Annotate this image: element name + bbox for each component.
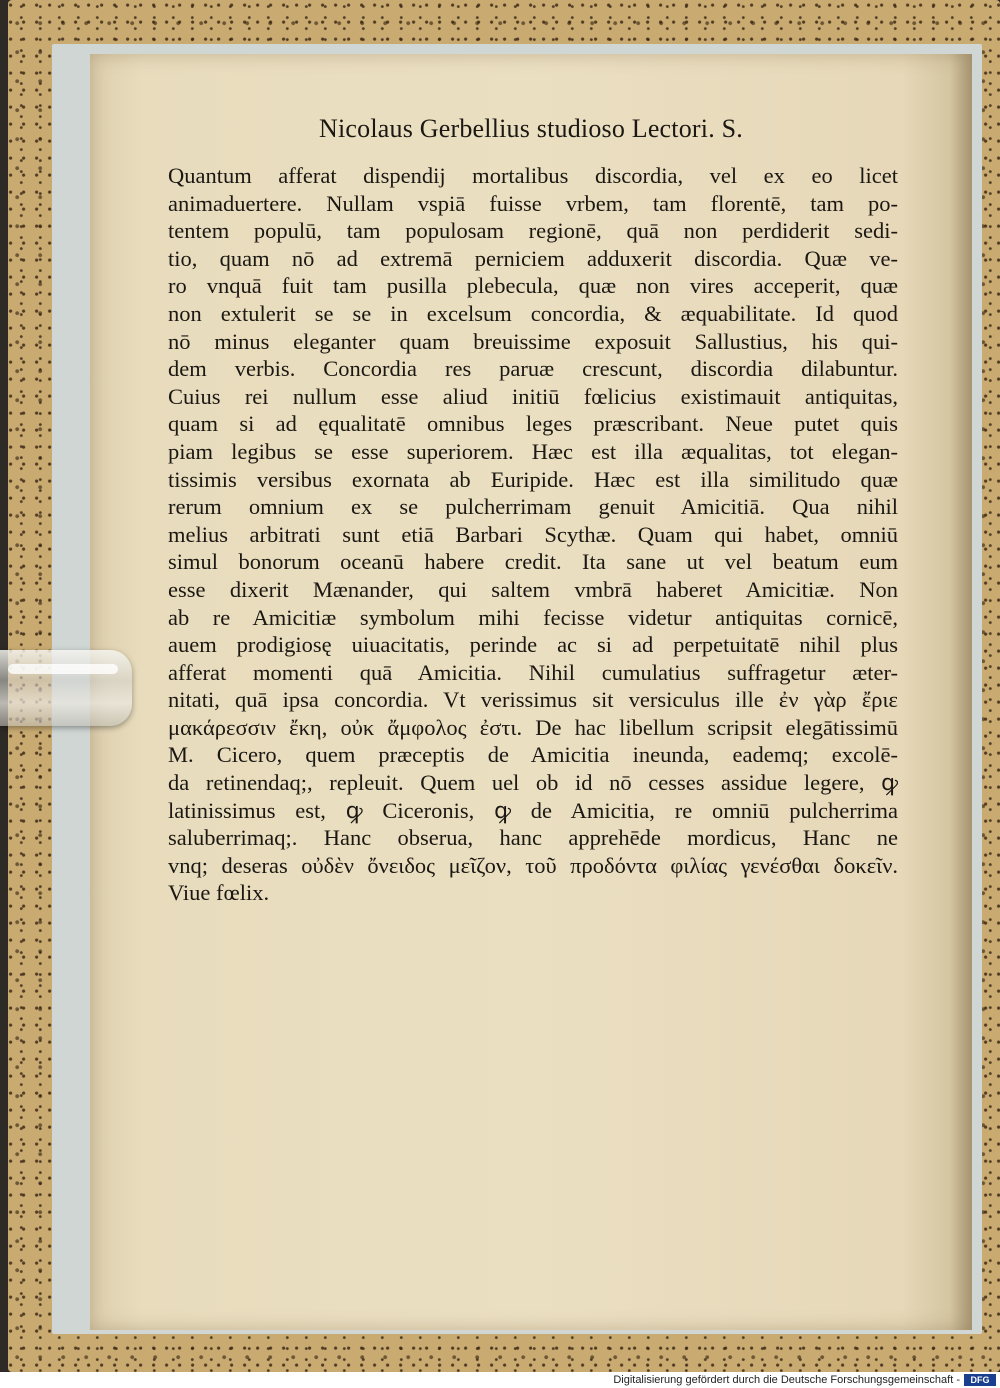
text-line: ro vnquā fuit tam pusilla plebecula, quæ non vires acceperit, quæ bbox=[168, 273, 898, 299]
text-line: non extulerit se se in excelsum concordia, & æquabilitate. Id quod bbox=[168, 300, 898, 326]
text-line: simul bonorum oceanū habere credit. Ita sane ut vel beatum eum bbox=[168, 549, 898, 575]
text-line: tio, quam nō ad extremā perniciem adduxerit discordia. Quæ ve- bbox=[168, 245, 898, 271]
text-line-greek: μακάρεσσιν ἔκη, οὐκ ἄμφολος ἐστι. De hac libellum scripsit elegātissimū bbox=[168, 714, 898, 740]
text-line-greek: vnq; deseras οὐδὲν ὄνειδος μεῖζον, τοῦ προδόντα φιλίας γενέσθαι δοκεῖν. bbox=[168, 852, 898, 878]
body-text bbox=[168, 162, 898, 907]
footer-credit: Digitalisierung gefördert durch die Deutsche Forschungsgemeinschaft - bbox=[613, 1374, 960, 1386]
text-line: M. Cicero, quem præceptis de Amicitia ineunda, eademq; excolē- bbox=[168, 742, 898, 768]
text-line: quam si ad ęqualitatē omnibus leges præscribant. Neue putet quis bbox=[168, 411, 898, 437]
text-line: ab re Amicitiæ symbolum mihi fecisse videtur antiquitas cornicē, bbox=[168, 604, 898, 630]
footer-bar bbox=[0, 1372, 1000, 1388]
page-clamp bbox=[0, 650, 132, 726]
text-line: esse dixerit Mænander, qui saltem vmbrā haberet Amicitiæ. Non bbox=[168, 576, 898, 602]
dfg-logo-icon: DFG bbox=[964, 1374, 996, 1386]
page-edge-shadow bbox=[950, 54, 972, 1330]
text-line: nō minus eleganter quam breuissime exposuit Sallustius, his qui- bbox=[168, 328, 898, 354]
text-line: animaduertere. Nullam vspiā fuisse vrbem, tam florentē, tam po- bbox=[168, 190, 898, 216]
text-line: saluberrimaq;. Hanc obserua, hanc apprehēde mordicus, Hanc ne bbox=[168, 825, 898, 851]
text-line: afferat momenti quā Amicitia. Nihil cumulatius suffragetur æter- bbox=[168, 659, 898, 685]
clamp-highlight bbox=[8, 664, 118, 674]
text-line: nitati, quā ipsa concordia. Vt verissimus sit versiculus ille ἐν γὰρ ἔριε bbox=[168, 687, 898, 713]
text-line: da retinendaq;, repleuit. Quem uel ob id nō cesses assidue legere, ꝙ bbox=[168, 770, 898, 796]
text-line: piam legibus se esse superiorem. Hæc est illa æqualitas, tot elegan- bbox=[168, 438, 898, 464]
page-title: Nicolaus Gerbellius studioso Lectori. S. bbox=[319, 114, 743, 143]
text-line: Cuius rei nullum esse aliud initiū fœlicius existimauit antiquitas, bbox=[168, 383, 898, 409]
text-line: latinissimus est, ꝙ Ciceronis, ꝙ de Amicitia, re omniū pulcherrima bbox=[168, 797, 898, 823]
text-line: dem verbis. Concordia res paruæ crescunt, discordia dilabuntur. bbox=[168, 356, 898, 382]
text-line-final: Viue fœlix. bbox=[168, 880, 270, 906]
text-line: tissimis versibus exornata ab Euripide. Hæc est illa similitudo quæ bbox=[168, 466, 898, 492]
text-line: Quantum afferat dispendij mortalibus discordia, vel ex eo licet bbox=[168, 163, 898, 188]
text-line: auem prodigiosę uiuacitatis, perinde ac si ad perpetuitatē nihil plus bbox=[168, 632, 898, 658]
book-page bbox=[90, 54, 972, 1330]
text-line: tentem populū, tam populosam regionē, quā non perdiderit sedi- bbox=[168, 218, 898, 244]
text-line: rerum omnium ex se pulcherrimam genuit Amicitiā. Qua nihil bbox=[168, 494, 898, 520]
text-line: melius arbitrati sunt etiā Barbari Scythæ. Quam qui habet, omniū bbox=[168, 521, 898, 547]
